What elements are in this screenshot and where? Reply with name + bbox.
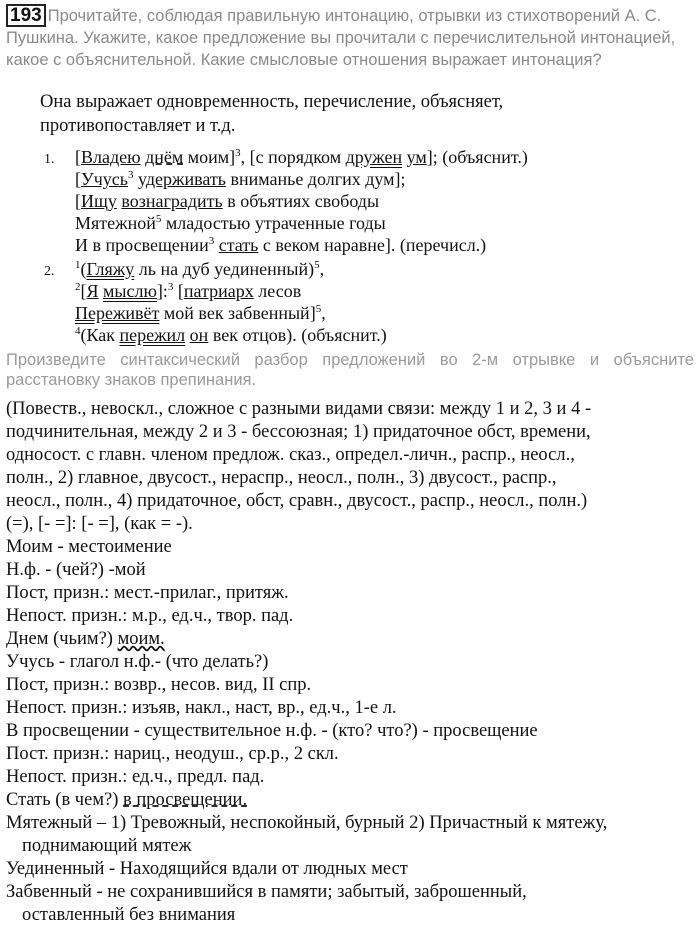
poem-2-line-4 (75, 324, 387, 346)
predicate-word: вознаградить (121, 191, 223, 211)
predicate-word: удерживать (138, 169, 226, 189)
subject-word: Владею (81, 147, 141, 167)
task-number: 193 (6, 4, 46, 27)
analysis-line: В просвещении - существительное н.ф. - (кто? что?) - просвещение (6, 721, 538, 741)
text: с веком наравне]. (перечисл.) (258, 235, 487, 255)
task-2-instruction: Произведите синтаксический разбор предложений во 2-м отрывке и объясните расстановку знаков препинания. (6, 351, 694, 389)
analysis-line: односост. с главн. членом предлож. сказ., определ.-личн., распр., неосл., (6, 445, 575, 465)
poem-1-number: 1. (44, 152, 55, 167)
analysis-line (6, 789, 696, 812)
poem-2-number: 2. (44, 264, 55, 279)
vocab-line: Забвенный - не сохранившийся в памяти; забытый, заброшенный, (6, 882, 527, 902)
superscript: 2 (75, 281, 81, 293)
superscript: 1 (75, 259, 81, 271)
text: , (319, 259, 325, 279)
object-word: днём (145, 147, 184, 167)
analysis-line: Н.ф. - (чей?) -мой (6, 560, 146, 580)
bracket: [ (75, 169, 81, 189)
analysis-line: Учусь - глагол н.ф.- (что делать?) (6, 652, 269, 672)
task-header (6, 4, 694, 71)
text: младостью утраченные годы (161, 213, 386, 233)
poem-2-lines (75, 258, 387, 346)
text: , (321, 303, 326, 323)
text: Днем (чьим?) (6, 629, 118, 649)
vocab-line: поднимающий мятеж (22, 836, 192, 856)
text: моим] (183, 147, 236, 167)
poem-1-line-4 (75, 212, 528, 234)
definition-word: моим. (117, 629, 165, 649)
analysis-line: полн., 2) главное, двусост., нераспр., неосл., полн., 3) двусост., распр., (6, 468, 557, 488)
bracket: [ (80, 281, 87, 301)
text: ( (80, 259, 87, 279)
subject-word: Я (86, 281, 99, 301)
superscript: 5 (155, 213, 162, 225)
superscript: 4 (75, 325, 81, 337)
analysis-line (6, 628, 696, 651)
superscript: 3 (208, 235, 215, 247)
predicate-word: пережил (119, 325, 186, 345)
poem-1-line-2 (75, 168, 528, 190)
superscript: 5 (315, 303, 322, 315)
text: [ (173, 281, 184, 301)
poem-1-line-1 (75, 146, 528, 168)
vocab-line: Уединенный - Находящийся вдали от людных мест (6, 859, 408, 879)
predicate-word: дружен (345, 147, 403, 167)
poem-2-line-2 (75, 280, 387, 302)
text: И в просвещении (75, 235, 209, 255)
object-word: в просвещении. (123, 790, 248, 810)
poem-excerpt-1 (44, 146, 684, 258)
predicate-word: Переживёт (75, 303, 160, 323)
superscript: 5 (314, 259, 320, 271)
text: ль на дуб уединенный) (134, 259, 315, 279)
text: ]; (объяснит.) (426, 147, 528, 167)
analysis-line: Непост. призн.: м.р., ед.ч., твор. пад. (6, 606, 294, 626)
text: век отцов). (объяснит.) (208, 325, 387, 345)
intro-line-2: противопоставляет и т.д. (40, 116, 236, 136)
task-text: Прочитайте, соблюдая правильную интонацию, отрывки из стихотворений А. С. Пушкина. Укажите, какое предложение вы прочитали с перечислительной интонацией, какое с объяснительной. Какие смысловые отношения выражает интонация? (6, 7, 676, 69)
vocab-line: оставленный без внимания (22, 905, 236, 925)
text: в объятиях свободы (222, 191, 380, 211)
analysis-line: (Повеств., невоскл., сложное с разными видами связи: между 1 и 2, 3 и 4 - (6, 399, 592, 419)
subject-word: он (189, 325, 209, 345)
text: Стать (в чем?) (6, 790, 124, 810)
analysis-line: Моим - местоимение (6, 537, 172, 557)
analysis-line: Пост. призн.: нариц., неодуш., ср.р., 2 скл. (6, 744, 339, 764)
superscript: 3 (167, 281, 174, 293)
text: ]: (156, 281, 168, 301)
analysis-line: неосл., полн., 4) придаточное, обст, сравн., двусост., распр., неосл., полн.) (6, 491, 588, 511)
analysis-line: подчинительная, между 2 и 3 - бессоюзная; 1) придаточное обст, времени, (6, 422, 591, 442)
poem-1-lines (75, 146, 528, 256)
text: Мятежной (75, 213, 156, 233)
vocab-line: Мятежный – 1) Тревожный, неспокойный, бурный 2) Причастный к мятежу, (6, 813, 608, 833)
predicate-word: Учусь (81, 169, 128, 189)
text: (Как (80, 325, 120, 345)
predicate-word: мыслю (103, 281, 157, 301)
superscript: 3 (235, 147, 241, 159)
analysis-line: Пост, призн.: мест.-прилаг., притяж. (6, 583, 289, 603)
intro-line-1: Она выражает одновременность, перечисление, объясняет, (40, 92, 504, 112)
poem-excerpt-2 (44, 258, 684, 348)
predicate-word: Ищу (81, 191, 117, 211)
analysis-line: Непост. призн.: изъяв, накл., наст, вр., ед.ч., 1-е л. (6, 698, 397, 718)
bracket: [ (75, 191, 81, 211)
poem-1-line-5 (75, 234, 528, 256)
text: лесов (253, 281, 302, 301)
intro-paragraph (40, 90, 680, 138)
analysis-line: Пост, призн.: возвр., несов. вид, II спр. (6, 675, 312, 695)
predicate-word: Гляжу (86, 259, 135, 279)
predicate-word: стать (218, 235, 259, 255)
subject-word: ум (406, 147, 427, 167)
bracket: [ (75, 147, 81, 167)
poem-2-line-3 (75, 302, 387, 324)
analysis-line: Непост. призн.: ед.ч., предл. пад. (6, 767, 265, 787)
sentence-scheme: (=), [- =]: [- =], (как = -). (6, 514, 193, 534)
superscript: 3 (128, 169, 134, 181)
text: мой век забвенный] (159, 303, 316, 323)
poem-2-line-1 (75, 258, 387, 280)
poem-1-line-3 (75, 190, 528, 212)
syntax-analysis (6, 398, 696, 927)
text: , [с порядком (240, 147, 346, 167)
text: вниманье долгих дум]; (225, 169, 406, 189)
subject-word: патриарх (183, 281, 254, 301)
